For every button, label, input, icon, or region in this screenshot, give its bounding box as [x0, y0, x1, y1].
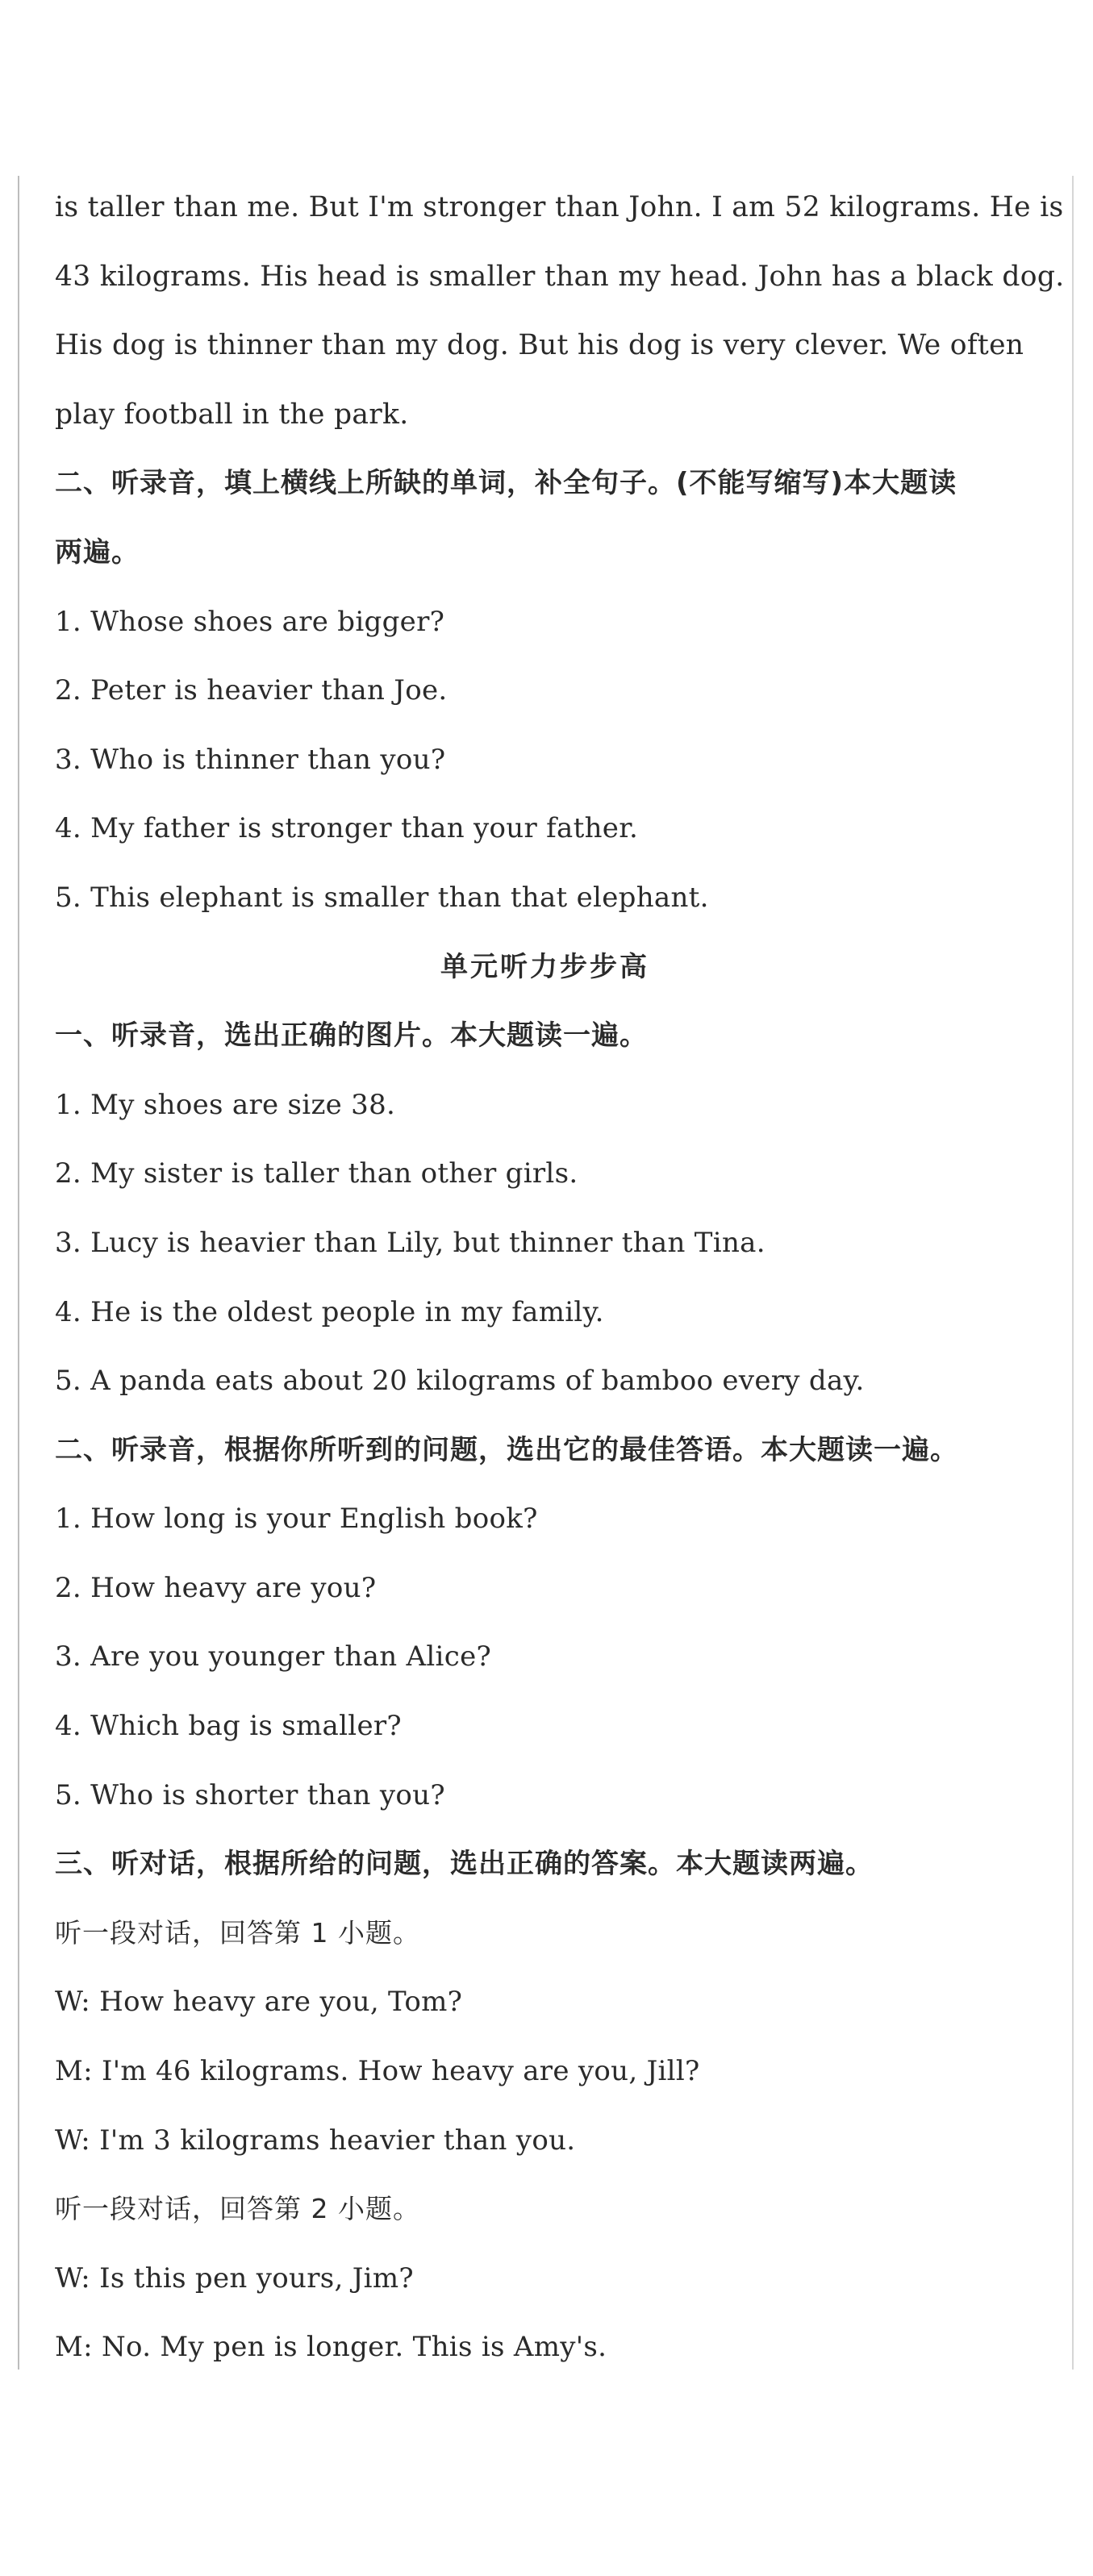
- list-item: 2. My sister is taller than other girls.: [55, 1157, 578, 1190]
- list-item: 3. Are you younger than Alice?: [55, 1640, 492, 1674]
- list-item: 5. Who is shorter than you?: [55, 1778, 445, 1811]
- dialogue-intro: 听一段对话，回答第 2 小题。: [55, 2193, 420, 2225]
- dialogue-line: M: I'm 46 kilograms. How heavy are you, Jill?: [55, 2055, 700, 2088]
- section-heading-continued: 两遍。: [55, 536, 140, 569]
- section-heading: 二、听录音，根据你所听到的问题，选出它的最佳答语。本大题读一遍。: [55, 1433, 958, 1466]
- page-content: [55, 182, 1065, 2391]
- passage-line: His dog is thinner than my dog. But his dog is very clever. We often: [55, 329, 1024, 362]
- list-item: 5. This elephant is smaller than that elephant.: [55, 881, 709, 914]
- list-item: 4. My father is stronger than your father.: [55, 812, 639, 845]
- list-item: 1. Whose shoes are bigger?: [55, 605, 445, 638]
- section-heading: 二、听录音，填上横线上所缺的单词，补全句子。(不能写缩写)本大题读: [55, 467, 957, 500]
- dialogue-intro: 听一段对话，回答第 1 小题。: [55, 1916, 420, 1949]
- list-item: 4. He is the oldest people in my family.: [55, 1295, 604, 1328]
- section-heading: 三、听对话，根据所给的问题，选出正确的答案。本大题读两遍。: [55, 1848, 874, 1881]
- passage-line: is taller than me. But I'm stronger than John. I am 52 kilograms. He is: [55, 191, 1064, 223]
- unit-title: 单元听力步步高: [440, 950, 649, 983]
- list-item: 3. Lucy is heavier than Lily, but thinner than Tina.: [55, 1226, 766, 1259]
- list-item: 2. How heavy are you?: [55, 1571, 377, 1604]
- dialogue-line: W: I'm 3 kilograms heavier than you.: [55, 2124, 576, 2157]
- passage-line: play football in the park.: [55, 398, 409, 431]
- left-margin-line: [18, 176, 19, 2370]
- dialogue-line: W: How heavy are you, Tom?: [55, 1986, 463, 2019]
- list-item: 1. My shoes are size 38.: [55, 1088, 396, 1121]
- passage-line: 43 kilograms. His head is smaller than my head. John has a black dog.: [55, 260, 1065, 293]
- dialogue-line: W: Is this pen yours, Jim?: [55, 2261, 414, 2295]
- section-heading: 一、听录音，选出正确的图片。本大题读一遍。: [55, 1019, 648, 1052]
- list-item: 3. Who is thinner than you?: [55, 743, 446, 776]
- right-margin-line: [1072, 176, 1074, 2370]
- dialogue-line: M: No. My pen is longer. This is Amy's.: [55, 2331, 607, 2364]
- list-item: 2. Peter is heavier than Joe.: [55, 674, 448, 707]
- list-item: 5. A panda eats about 20 kilograms of bamboo every day.: [55, 1365, 865, 1398]
- list-item: 4. Which bag is smaller?: [55, 1710, 402, 1743]
- list-item: 1. How long is your English book?: [55, 1503, 538, 1536]
